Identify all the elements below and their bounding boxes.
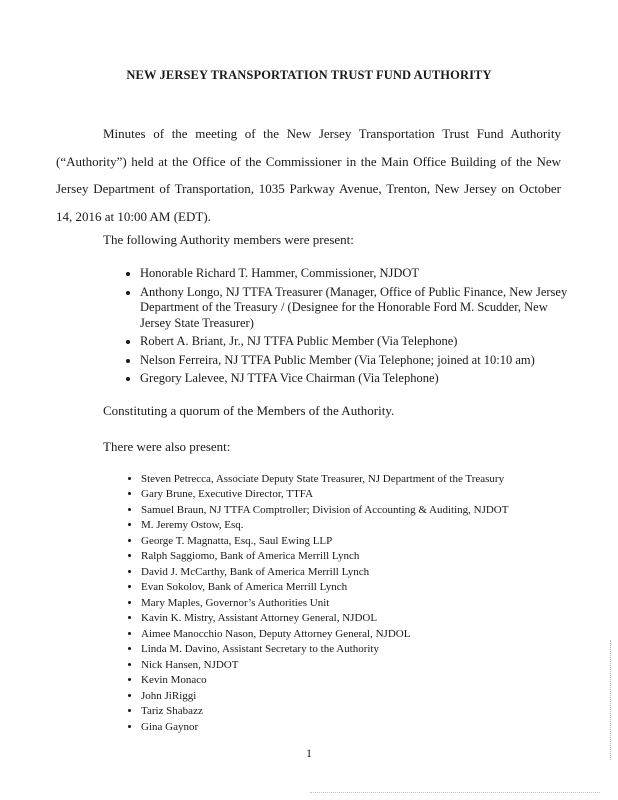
list-item: • Gregory Lalevee, NJ TTFA Vice Chairman (Via Telephone) <box>140 371 580 387</box>
page-number: 1 <box>306 746 312 760</box>
list-item: • Nick Hansen, NJDOT <box>141 658 581 672</box>
list-item: • Mary Maples, Governor’s Authorities Unit <box>141 596 581 610</box>
list-item: • Evan Sokolov, Bank of America Merrill Lynch <box>141 580 581 594</box>
list-item: • Honorable Richard T. Hammer, Commissioner, NJDOT <box>140 266 580 282</box>
list-item: • Steven Petrecca, Associate Deputy State Treasurer, NJ Department of the Treasury <box>141 472 581 486</box>
list-item: • Kavin K. Mistry, Assistant Attorney General, NJDOL <box>141 611 581 625</box>
also-present-lead: There were also present: <box>103 439 231 454</box>
also-present-list <box>121 472 581 735</box>
list-item: • David J. McCarthy, Bank of America Merrill Lynch <box>141 565 581 579</box>
list-item: • Gina Gaynor <box>141 720 581 734</box>
list-item: • Kevin Monaco <box>141 673 581 687</box>
list-item: • George T. Magnatta, Esq., Saul Ewing LLP <box>141 534 581 548</box>
list-item: • Anthony Longo, NJ TTFA Treasurer (Manager, Office of Public Finance, New Jersey Department of the Treasury / (Designee for the Honorable Ford M. Scudder, New Jersey State Treasurer) <box>140 285 580 332</box>
list-item: • Gary Brune, Executive Director, TTFA <box>141 487 581 501</box>
quorum-text: Constituting a quorum of the Members of the Authority. <box>103 403 395 418</box>
list-item: • Robert A. Briant, Jr., NJ TTFA Public Member (Via Telephone) <box>140 334 580 350</box>
members-list <box>118 266 580 390</box>
document-title: NEW JERSEY TRANSPORTATION TRUST FUND AUTHORITY <box>126 68 492 82</box>
list-item: • Aimee Manocchio Nason, Deputy Attorney General, NJDOL <box>141 627 581 641</box>
list-item: • M. Jeremy Ostow, Esq. <box>141 518 581 532</box>
intro-paragraph: Minutes of the meeting of the New Jersey Transportation Trust Fund Authority (“Authority”) held at the Office of the Commissioner in the Main Office Building of the New Jersey Department of Transportation, 1035 Parkway Avenue, Trenton, New Jersey on October 14, 2016 at 10:00 AM (EDT). <box>56 126 561 224</box>
list-item: • Samuel Braun, NJ TTFA Comptroller; Division of Accounting & Auditing, NJDOT <box>141 503 581 517</box>
scan-artifact-bottom <box>310 792 600 793</box>
scan-artifact <box>610 640 612 760</box>
members-lead: The following Authority members were present: <box>103 232 354 247</box>
list-item: • Tariz Shabazz <box>141 704 581 718</box>
list-item: • Linda M. Davino, Assistant Secretary to the Authority <box>141 642 581 656</box>
list-item: • Ralph Saggiomo, Bank of America Merrill Lynch <box>141 549 581 563</box>
list-item: • John JiRiggi <box>141 689 581 703</box>
list-item: • Nelson Ferreira, NJ TTFA Public Member (Via Telephone; joined at 10:10 am) <box>140 353 580 369</box>
